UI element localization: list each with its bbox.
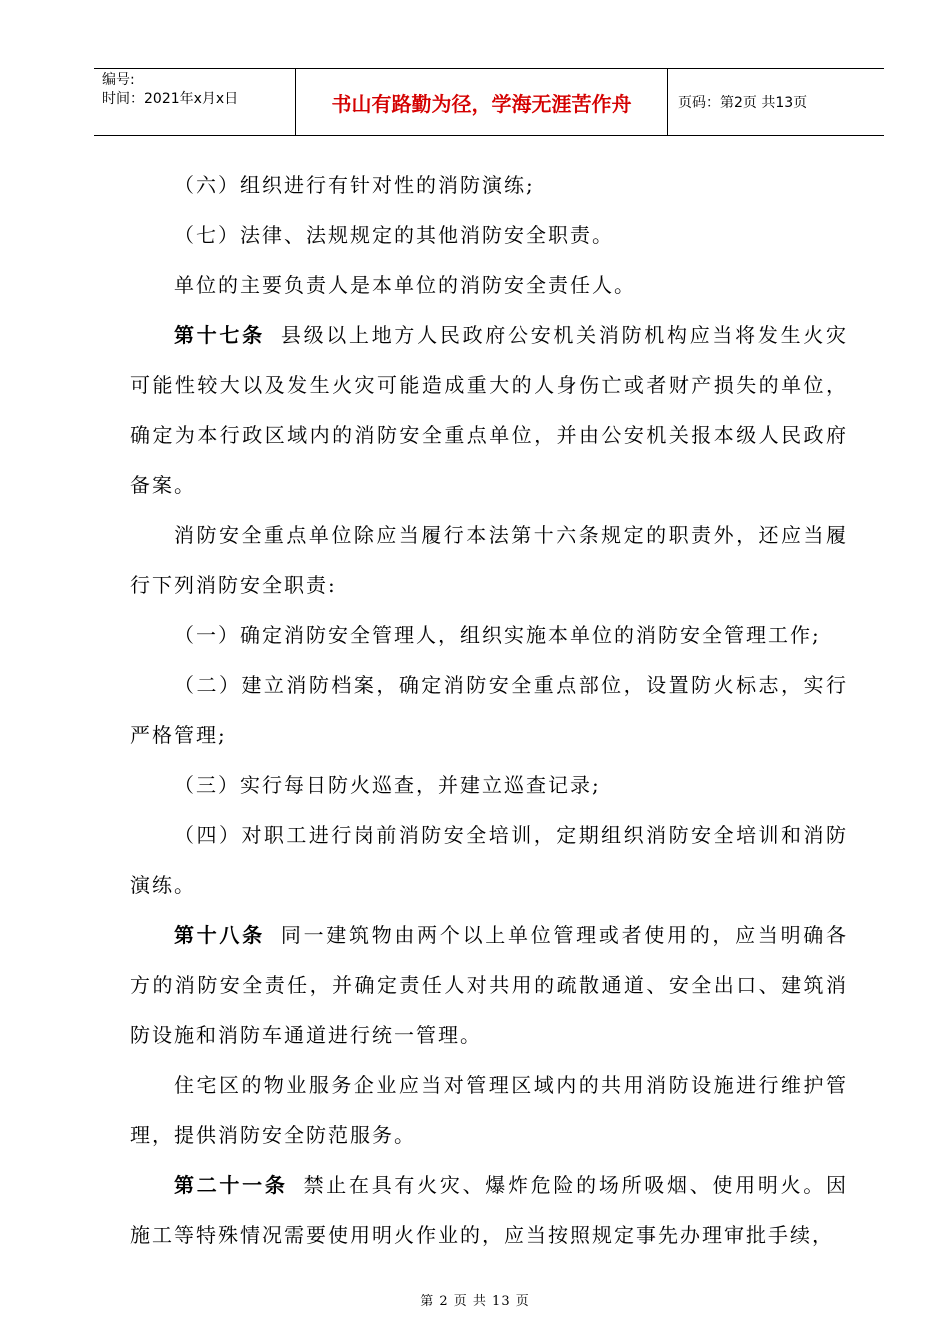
page-header	[94, 68, 884, 136]
paragraph-text: （三）实行每日防火巡查，并建立巡查记录;	[174, 773, 601, 797]
paragraph-text: 县级以上地方人民政府公安机关消防机构应当将发生火灾可能性较大以及发生火灾可能造成重大的人身伤亡或者财产损失的单位，确定为本行政区域内的消防安全重点单位，并由公安机关报本级人民政府备案。	[130, 323, 849, 497]
article-number: 第二十一条	[174, 1173, 288, 1197]
paragraph-6	[130, 660, 848, 760]
paragraph-11	[130, 1160, 848, 1260]
paragraph-text: （四）对职工进行岗前消防安全培训，定期组织消防安全培训和消防演练。	[130, 823, 848, 897]
page-footer: 第 2 页 共 13 页	[420, 1294, 530, 1309]
paragraph-text: 住宅区的物业服务企业应当对管理区域内的共用消防设施进行维护管理，提供消防安全防范服务。	[130, 1073, 848, 1147]
serial-label: 编号:	[102, 72, 135, 88]
date-line: 时间：2021年x月x日	[102, 91, 239, 107]
article-number: 第十八条	[174, 923, 265, 947]
paragraph-2	[130, 260, 848, 310]
paragraph-text: 同一建筑物由两个以上单位管理或者使用的，应当明确各方的消防安全责任，并确定责任人对共用的疏散通道、安全出口、建筑消防设施和消防车通道进行统一管理。	[130, 923, 849, 1047]
paragraph-8	[130, 810, 848, 910]
header-meta	[94, 69, 295, 135]
header-page-info: 页码：第2页 共13页	[678, 95, 808, 111]
paragraph-text: 禁止在具有火灾、爆炸危险的场所吸烟、使用明火。因施工等特殊情况需要使用明火作业的，应当按照规定事先办理审批手续，	[130, 1173, 849, 1247]
paragraph-1	[130, 210, 848, 260]
paragraph-7	[130, 760, 848, 810]
document-body	[130, 160, 848, 1260]
paragraph-3	[130, 310, 848, 510]
paragraph-text: （一）确定消防安全管理人，组织实施本单位的消防安全管理工作;	[174, 623, 821, 647]
header-motto: 书山有路勤为径，学海无涯苦作舟	[295, 69, 668, 135]
paragraph-text: （二）建立消防档案，确定消防安全重点部位，设置防火标志，实行严格管理;	[130, 673, 848, 747]
paragraph-5	[130, 610, 848, 660]
paragraph-text: （六）组织进行有针对性的消防演练;	[174, 173, 535, 197]
paragraph-text: 消防安全重点单位除应当履行本法第十六条规定的职责外，还应当履行下列消防安全职责:	[130, 523, 848, 597]
paragraph-10	[130, 1060, 848, 1160]
article-number: 第十七条	[174, 323, 265, 347]
paragraph-4	[130, 510, 848, 610]
paragraph-text: 单位的主要负责人是本单位的消防安全责任人。	[174, 273, 636, 297]
paragraph-text: （七）法律、法规规定的其他消防安全职责。	[174, 223, 614, 247]
paragraph-9	[130, 910, 848, 1060]
paragraph-0	[130, 160, 848, 210]
